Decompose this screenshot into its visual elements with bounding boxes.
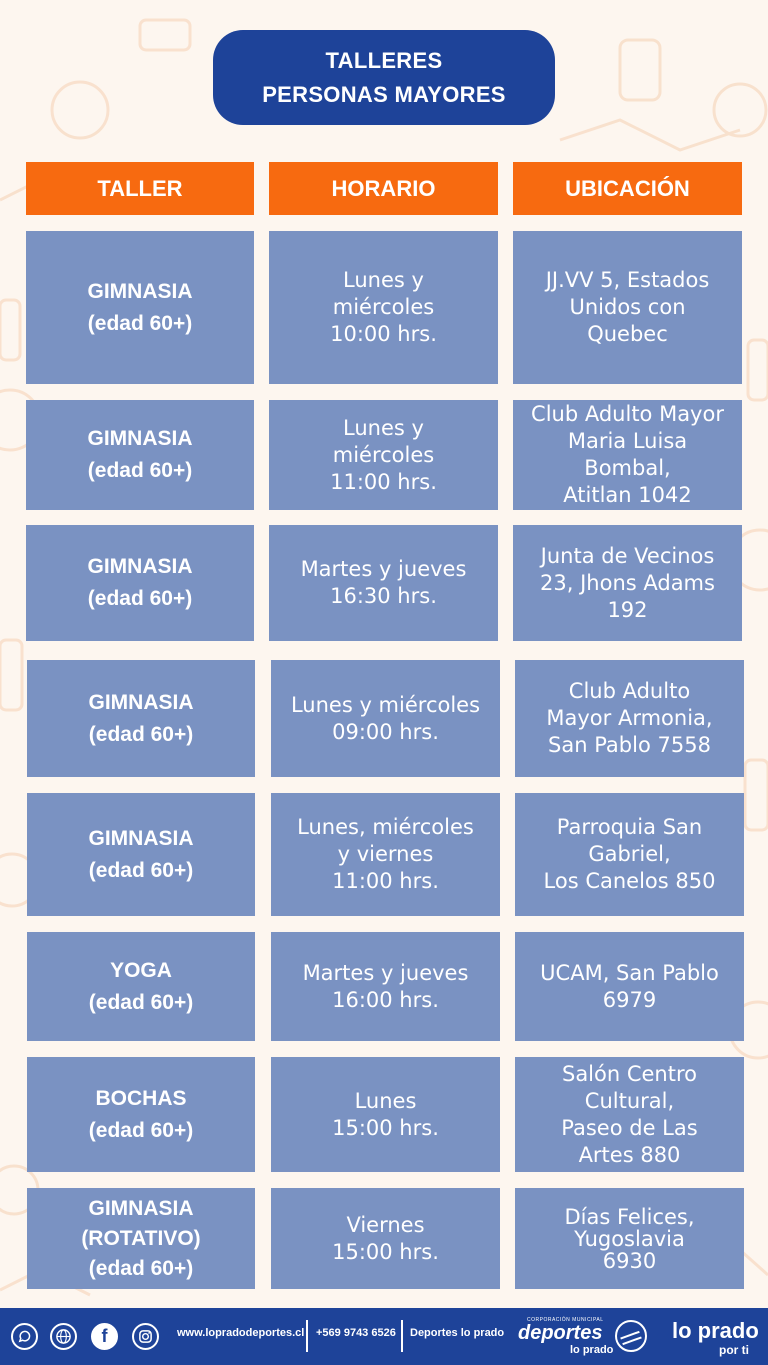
facebook-icon[interactable]: f: [91, 1323, 118, 1350]
table-row-8-taller: GIMNASIA (ROTATIVO) (edad 60+): [27, 1188, 255, 1289]
table-row-8-ubicacion: Días Felices, Yugoslavia 6930: [515, 1188, 744, 1289]
table-row-4-taller: GIMNASIA (edad 60+): [27, 660, 255, 777]
footer-phone[interactable]: +569 9743 6526: [316, 1327, 396, 1339]
column-header-horario: HORARIO: [269, 162, 498, 215]
table-row-4-ubicacion: Club Adulto Mayor Armonia, San Pablo 7558: [515, 660, 744, 777]
footer-divider: [401, 1320, 403, 1352]
table-row-1-ubicacion: JJ.VV 5, Estados Unidos con Quebec: [513, 231, 742, 384]
footer-bar: [0, 1308, 768, 1365]
table-row-3-horario: Martes y jueves 16:30 hrs.: [269, 525, 498, 641]
ball-logo-icon: [615, 1320, 647, 1352]
whatsapp-icon[interactable]: [11, 1323, 38, 1350]
table-row-8-horario: Viernes 15:00 hrs.: [271, 1188, 500, 1289]
table-row-1-taller: GIMNASIA (edad 60+): [26, 231, 254, 384]
footer-social-name[interactable]: Deportes lo prado: [410, 1327, 505, 1339]
title-line-1: TALLERES: [325, 47, 443, 73]
column-header-ubicacion: UBICACIÓN: [513, 162, 742, 215]
table-row-7-horario: Lunes 15:00 hrs.: [271, 1057, 500, 1172]
page-title-banner: [213, 30, 555, 125]
table-row-1-horario: Lunes y miércoles 10:00 hrs.: [269, 231, 498, 384]
table-row-7-ubicacion: Salón Centro Cultural, Paseo de Las Artes 880: [515, 1057, 744, 1172]
table-row-5-ubicacion: Parroquia San Gabriel, Los Canelos 850: [515, 793, 744, 916]
column-header-taller: TALLER: [26, 162, 254, 215]
table-row-6-ubicacion: UCAM, San Pablo 6979: [515, 932, 744, 1041]
table-row-2-horario: Lunes y miércoles 11:00 hrs.: [269, 400, 498, 510]
table-row-3-taller: GIMNASIA (edad 60+): [26, 525, 254, 641]
table-row-7-taller: BOCHAS (edad 60+): [27, 1057, 255, 1172]
table-row-3-ubicacion: Junta de Vecinos 23, Jhons Adams 192: [513, 525, 742, 641]
slogan-logo: lo prado: [672, 1318, 759, 1343]
footer-divider: [306, 1320, 308, 1352]
table-row-5-horario: Lunes, miércoles y viernes 11:00 hrs.: [271, 793, 500, 916]
footer-website-link[interactable]: www.lopradodeportes.cl: [177, 1327, 305, 1339]
instagram-icon[interactable]: [132, 1323, 159, 1350]
table-row-2-taller: GIMNASIA (edad 60+): [26, 400, 254, 510]
table-row-5-taller: GIMNASIA (edad 60+): [27, 793, 255, 916]
slogan-subtitle: por ti: [719, 1343, 749, 1357]
brand-logo-deportes: deportes: [518, 1322, 603, 1344]
globe-icon[interactable]: [50, 1323, 77, 1350]
table-row-6-taller: YOGA (edad 60+): [27, 932, 255, 1041]
table-row-2-ubicacion: Club Adulto Mayor Maria Luisa Bombal, Atitlan 1042: [513, 400, 742, 510]
table-row-4-horario: Lunes y miércoles 09:00 hrs.: [271, 660, 500, 777]
brand-logo-subtitle: lo prado: [570, 1344, 614, 1356]
table-row-6-horario: Martes y jueves 16:00 hrs.: [271, 932, 500, 1041]
brand-caption: CORPORACIÓN MUNICIPAL: [527, 1317, 604, 1323]
title-line-2: PERSONAS MAYORES: [262, 81, 506, 107]
